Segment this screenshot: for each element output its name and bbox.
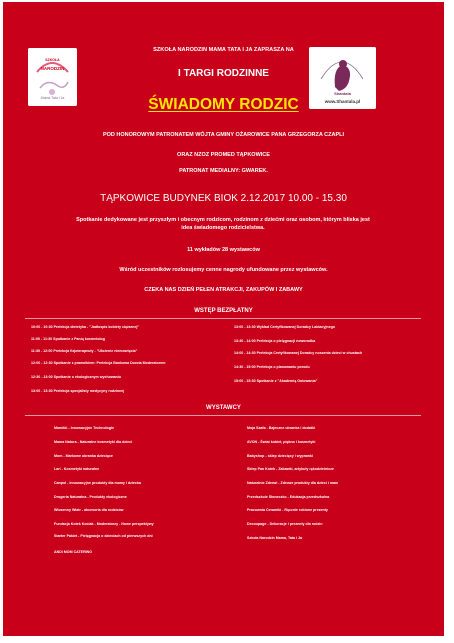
list-item: Sklep Pan Kotek - Zabawki, artykuły rękodzielnicze: [247, 467, 334, 471]
list-item: Babyshop - sklep dziecięcy i wyprawki: [247, 454, 313, 458]
logo-right-text: Shantala: [334, 91, 351, 96]
list-item: Starter Pakiet - Pielęgnacja o dzieciach od pierwszych dni: [54, 534, 153, 538]
list-item: 10:00 - 10:30 Prelekcja dietetyka - "Jadłospis kobiety ciężarnej": [31, 325, 140, 329]
venue-date: TĄPKOWICE BUDYNEK BIOK 2.12.2017 10.00 - 15.30: [100, 193, 347, 204]
list-item: Canpol - Innowacyjne produkty dla mamy i dziecka: [54, 481, 141, 485]
list-item: Mamitki - Innowacyjne Technologie: [54, 426, 115, 430]
event-name: I TARGI RODZINNE: [178, 68, 269, 79]
list-item: Drogeria Naturalna - Produkty ekologiczne: [54, 495, 127, 499]
list-item: Mama Natura - Naturalne kosmetyki dla dzieci: [54, 440, 133, 444]
prizes-note: Wśród uczestników rozlosujemy cenne nagrody ufundowane przez wystawców.: [119, 267, 328, 273]
list-item: Wiosenny Wiatr - akcesoria dla rodziców: [54, 508, 124, 512]
list-item: Fundacja Kotek Kociak - Moderatorzy - Nowe perspektywy: [54, 522, 154, 526]
exhibitors-heading: WYSTAWCY: [206, 405, 241, 411]
co-patronage: ORAZ NZOZ PROMED TĄPKOWICE: [177, 152, 270, 158]
exhibitors-left-list: [54, 426, 239, 566]
media-patronage: PATRONAT MEDIALNY: GWAREK.: [179, 168, 268, 174]
lectures-right-list: [234, 325, 434, 395]
event-description: Spotkanie dedykowane jest przyszłym i obecnym rodzicom, rodzinom z dziećmi oraz osobom, którym bliska jest idea świadomego rodzicielstwa.: [76, 217, 370, 231]
free-entry-heading: WSTĘP BEZPŁATNY: [194, 308, 253, 314]
list-item: Mom - Markowe ubranka dziecięce: [54, 454, 113, 458]
section-divider: [25, 415, 421, 416]
logo-left-mid-text: NARODZIN: [40, 66, 65, 71]
list-item: 12:30 - 13:00 Spotkanie o ekologicznym wychowaniu: [31, 375, 122, 379]
list-item: 14:00 - 14:30 Prelekcja Certyfikowanej Doradcy noszenia dzieci w chustach: [234, 351, 363, 355]
attractions-note: CZEKA NAS DZIEŃ PEŁEN ATRAKCJI, ZAKUPÓW I ZABAWY: [144, 287, 303, 293]
invitation-line: SZKOŁA NARODZIN MAMA TATA I JA ZAPRASZA NA: [153, 47, 294, 53]
list-item: Przedszkole Słoneczko - Edukacja przedszkolna: [247, 495, 330, 499]
list-item: Szkoła Narodzin Mama, Tata i Ja: [247, 536, 303, 540]
list-item: Decoupage - Dekoracje i prezenty dla rodzin: [247, 522, 323, 526]
list-item: 11:00 - 11:30 Spotkanie z Panią kosmetolog: [31, 337, 105, 341]
list-item: Lari - Kosmetyki naturalne: [54, 467, 100, 471]
list-item: 15:00 - 15:30 Spotkanie z "Akademią Gotowania": [234, 379, 318, 383]
list-item: 11:30 - 12:00 Prelekcja fizjoterapeuty - "Ułożenie niemowlęcia": [31, 349, 138, 353]
list-item: 13:00 - 13:30 Prelekcja specjalisty medycyny rodzinnej: [31, 389, 125, 393]
list-item: Naturalnie Zdrowi - Zdrowe produkty dla dzieci i mam: [247, 481, 339, 485]
lecture-exhibitor-counts: 11 wykładów 28 wystawców: [187, 247, 260, 253]
list-item: Pracownia Ceramiki - Ręcznie robione prezenty: [247, 508, 328, 512]
event-poster: [3, 2, 444, 636]
page-title: ŚWIADOMY RODZIC: [148, 96, 299, 113]
exhibitors-right-list: [247, 426, 442, 566]
logo-left-top-text: SZKOŁA: [45, 58, 60, 62]
list-item: 13:00 - 13:30 Wykład Certyfikowanej Doradcy Laktacyjnego: [234, 325, 335, 329]
logo-left-bottom-text: Mama Tata i Ja: [40, 96, 65, 100]
lectures-left-list: [31, 325, 231, 395]
section-divider: [25, 318, 421, 319]
list-item: 12:00 - 12:30 Spotkanie z prawnikiem: Prelekcja Bankowa Dorota Moderatorem: [31, 361, 166, 365]
honorary-patronage: POD HONOROWYM PATRONATEM WÓJTA GMINY OŻAROWICE PANA GRZEGORZA CZAPLI: [102, 132, 345, 138]
list-item: AVON - Świat kobiet, piękno i kosmetyki: [247, 440, 316, 444]
list-item: ANDI MOM CATERING: [54, 550, 93, 554]
list-item: Moja Szafa - Bajeczne ubranka i dodatki: [247, 426, 316, 430]
logo-right-url: www.Shantala.pl: [324, 99, 361, 104]
list-item: 13:30 - 14:00 Prelekcja o pielęgnacji noworodka: [234, 339, 316, 343]
list-item: 14:30 - 15:00 Prelekcja o planowaniu porodu: [234, 365, 310, 369]
